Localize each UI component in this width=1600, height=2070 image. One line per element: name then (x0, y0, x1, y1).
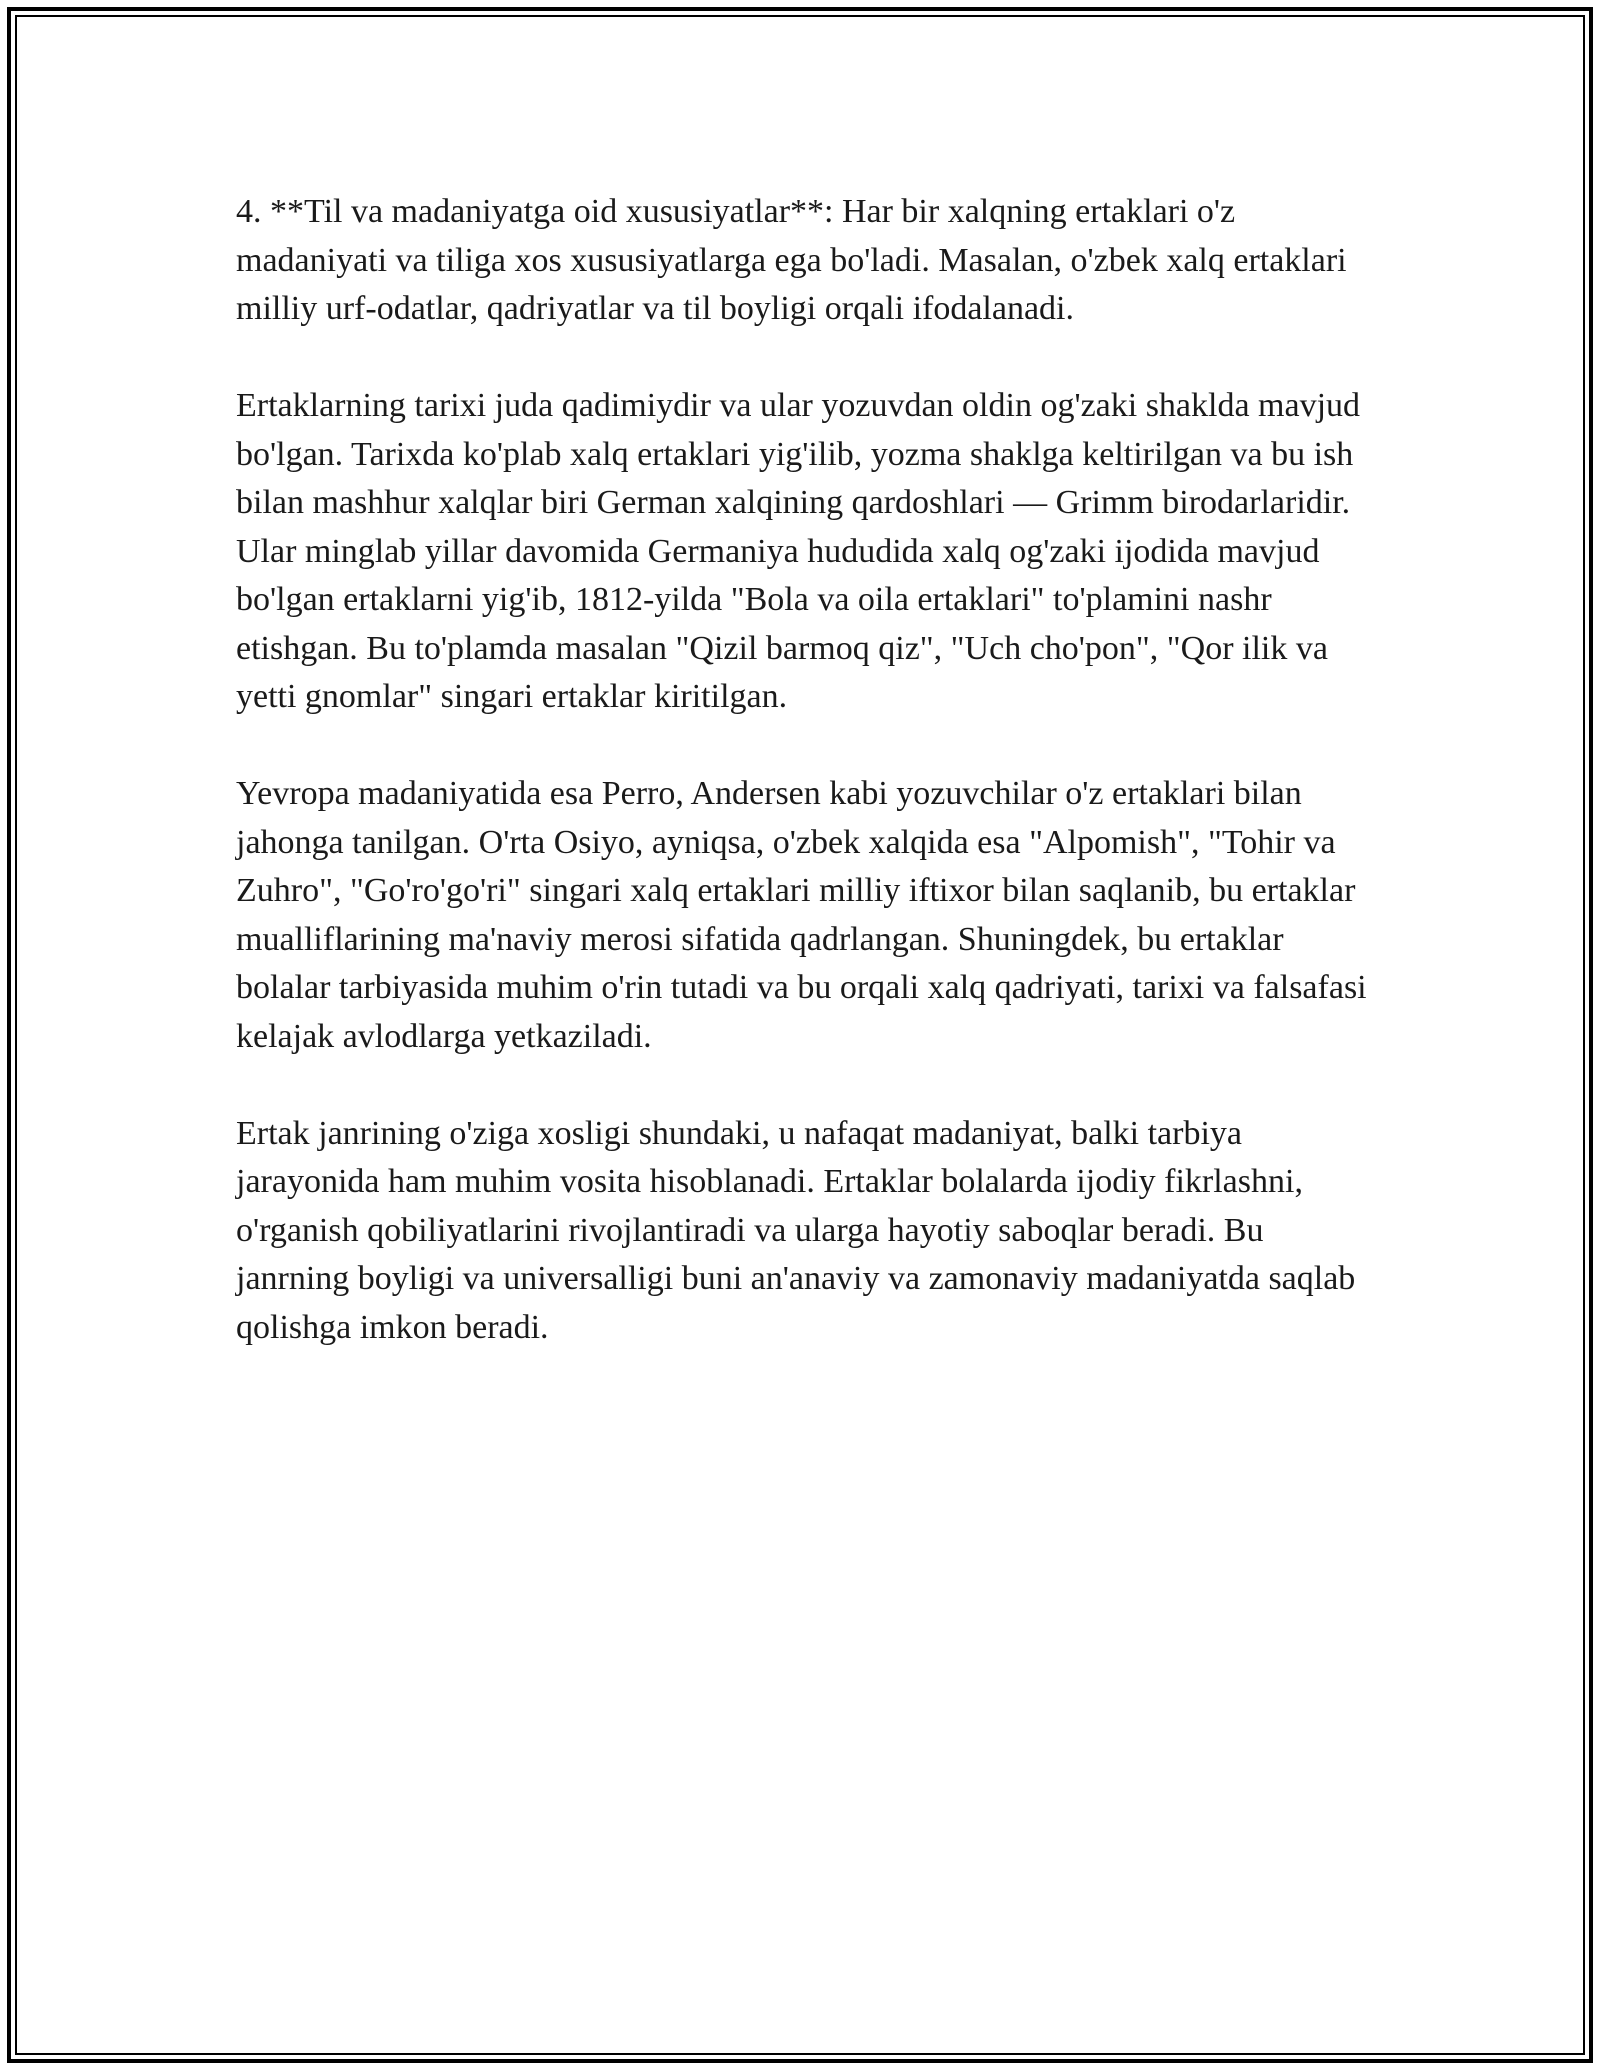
paragraph-european-central-asian: Yevropa madaniyatida esa Perro, Andersen kabi yozuvchilar o'z ertaklari bilan jahonga tanilgan. O'rta Osiyo, ayniqsa, o'zbek xalqida esa "Alpomish", "Tohir va Zuhro", "Go'ro'go'ri" singari xalq ertaklari milliy iftixor bilan saqlanib, bu ertaklar mualliflarining ma'naviy merosi sifatida qadrlangan. Shuningdek, bu ertaklar bolalar tarbiyasida muhim o'rin tutadi va bu orqali xalq qadriyati, tarixi va falsafasi kelajak avlodlarga yetkaziladi. (236, 775, 1367, 1055)
paragraph-genre-uniqueness: Ertak janrining o'ziga xosligi shundaki, u nafaqat madaniyat, balki tarbiya jarayonida ham muhim vosita hisoblanadi. Ertaklar bolalarda ijodiy fikrlashni, o'rganish qobiliyatlarini rivojlantiradi va ularga hayotiy saboqlar beradi. Bu janrning boyligi va universalligi buni an'anaviy va zamonaviy madaniyatda saqlab qolishga imkon beradi. (236, 1114, 1356, 1346)
paragraph-language-culture: 4. **Til va madaniyatga oid xususiyatlar**: Har bir xalqning ertaklari o'z madaniyati va tiliga xos xususiyatlarga ega bo'ladi. Masalan, o'zbek xalq ertaklari milliy urf-odatlar, qadriyatlar va til boyligi orqali ifodalanadi. (236, 193, 1347, 327)
document-body (236, 188, 1372, 1401)
paragraph-history: Ertaklarning tarixi juda qadimiydir va ular yozuvdan oldin og'zaki shaklda mavjud bo'lgan. Tarixda ko'plab xalq ertaklari yig'ilib, yozma shaklga keltirilgan va bu ish bilan mashhur xalqlar biri German xalqining qardoshlari — Grimm birodarlaridir. Ular minglab yillar davomida Germaniya hududida xalq og'zaki ijodida mavjud bo'lgan ertaklarni yig'ib, 1812-yilda "Bola va oila ertaklari" to'plamini nashr etishgan. Bu to'plamda masalan "Qizil barmoq qiz", "Uch cho'pon", "Qor ilik va yetti gnomlar" singari ertaklar kiritilgan. (236, 387, 1361, 715)
